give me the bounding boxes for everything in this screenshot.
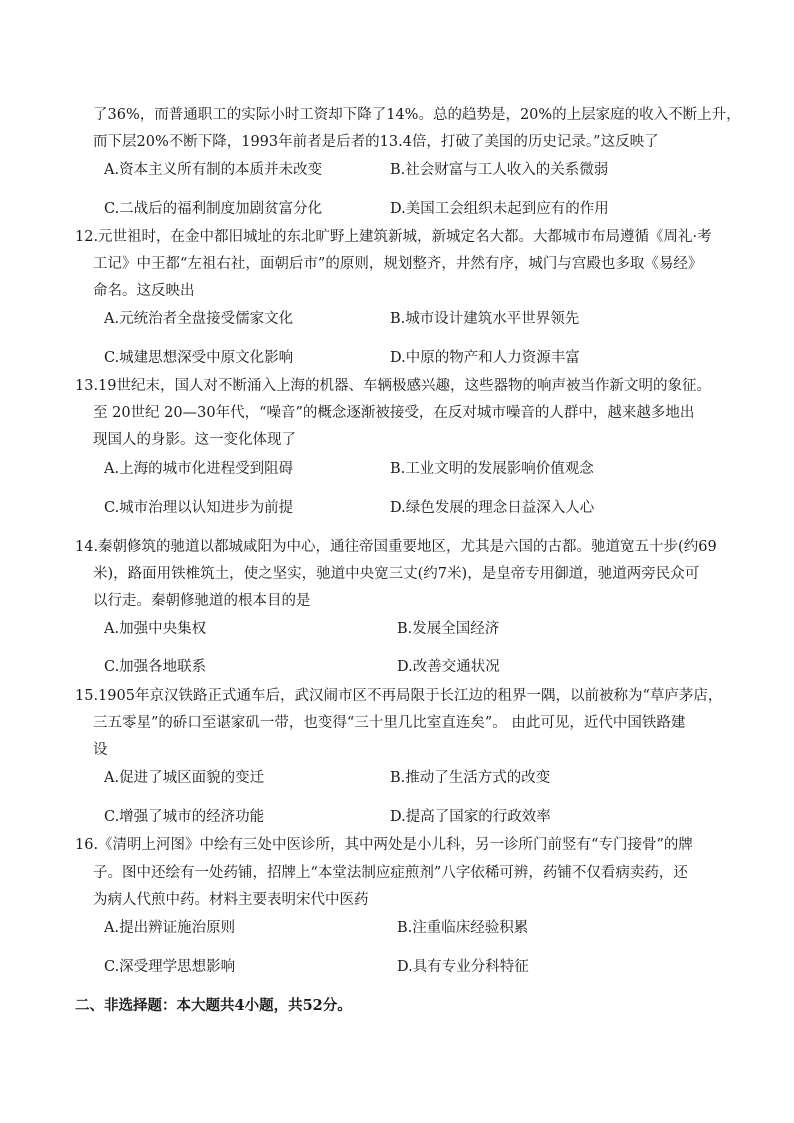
q13-line-3: 现国人的身影。这一变化体现了 [93, 432, 296, 448]
q16-line-2: 子。图中还绘有一处药铺，招牌上“本堂法制应症煎剂”八字依稀可辨，药铺不仅看病卖药，还 [93, 865, 688, 881]
q11-option-a: A.资本主义所有制的本质并未改变 [104, 162, 323, 178]
q12-option-b: B.城市设计建筑水平世界领先 [390, 311, 580, 327]
q14-option-a: A.加强中央集权 [104, 621, 207, 637]
q13-option-a: A.上海的城市化进程受到阻碍 [104, 461, 294, 477]
q14-line-3: 以行走。秦朝修驰道的根本目的是 [93, 593, 311, 609]
q16-option-a: A.提出辨证施治原则 [104, 920, 236, 936]
q15-line-2: 三五零星”的硚口至谌家矶一带，也变得“三十里几比室直连矣”。 由此可见，近代中国铁路建 [93, 715, 686, 731]
q11-option-d: D.美国工会组织未起到应有的作用 [390, 201, 609, 217]
q15-option-b: B.推动了生活方式的改变 [390, 770, 551, 786]
q14-line-1: 14.秦朝修筑的驰道以都城咸阳为中心，通往帝国重要地区，尤其是六国的古都。驰道宽五十步(约69 [75, 539, 717, 555]
q11-option-c: C.二战后的福利制度加剧贫富分化 [104, 201, 323, 217]
q15-option-c: C.增强了城市的经济功能 [104, 809, 265, 825]
q16-option-d: D.具有专业分科特征 [397, 959, 529, 975]
q14-option-d: D.改善交通状况 [397, 659, 500, 675]
q12-option-c: C.城建思想深受中原文化影响 [104, 350, 294, 366]
q12-option-a: A.元统治者全盘接受儒家文化 [104, 311, 294, 327]
q14-option-c: C.加强各地联系 [104, 659, 207, 675]
q13-option-c: C.城市治理以认知进步为前提 [104, 500, 294, 516]
q15-line-3: 设 [93, 742, 108, 758]
q13-option-d: D.绿色发展的理念日益深入人心 [390, 500, 595, 516]
section-heading: 二、非选择题：本大题共4小题，共52分。 [75, 997, 352, 1014]
q15-option-a: A.促进了城区面貌的变迁 [104, 770, 265, 786]
q15-line-1: 15.1905年京汉铁路正式通车后，武汉闹市区不再局限于长江边的租界一隅，以前被称为“草庐茅店， [75, 688, 723, 704]
q15-option-d: D.提高了国家的行政效率 [390, 809, 551, 825]
q11-line-1: 了36%，而普通职工的实际小时工资却下降了14%。总的趋势是，20%的上层家庭的收入不断上升， [93, 107, 741, 123]
q16-option-b: B.注重临床经验积累 [397, 920, 529, 936]
q14-option-b: B.发展全国经济 [397, 621, 500, 637]
q16-line-1: 16.《清明上河图》中绘有三处中医诊所，其中两处是小儿科，另一诊所门前竖有“专门接骨”的牌 [75, 837, 693, 853]
q13-option-b: B.工业文明的发展影响价值观念 [390, 461, 594, 477]
q13-line-1: 13.19世纪末，国人对不断涌入上海的机器、车辆极感兴趣，这些器物的响声被当作新文明的象征。 [75, 378, 712, 394]
q12-line-3: 命名。这反映出 [93, 283, 195, 299]
q16-line-3: 为病人代煎中药。材料主要表明宋代中医药 [93, 892, 369, 908]
q12-line-1: 12.元世祖时，在金中都旧城址的东北旷野上建筑新城，新城定名大都。大都城市布局遵循《周礼·考 [75, 229, 712, 245]
q11-option-b: B.社会财富与工人收入的关系微弱 [390, 162, 609, 178]
q14-line-2: 米)，路面用铁椎筑土，使之坚实，驰道中央宽三丈(约7米)，是皇帝专用御道，驰道两旁民众可 [93, 566, 700, 582]
q12-option-d: D.中原的物产和人力资源丰富 [390, 350, 580, 366]
q13-line-2: 至 20世纪 20—30年代，“噪音”的概念逐渐被接受，在反对城市噪音的人群中，越来越多地出 [93, 405, 695, 421]
q12-line-2: 工记》中王都“左祖右社，面朝后市”的原则，规划整齐，井然有序，城门与宫殿也多取《易经》 [93, 256, 703, 272]
q11-line-2: 而下层20%不断下降，1993年前者是后者的13.4倍，打破了美国的历史记录。”这反映了 [93, 134, 659, 150]
q16-option-c: C.深受理学思想影响 [104, 959, 236, 975]
